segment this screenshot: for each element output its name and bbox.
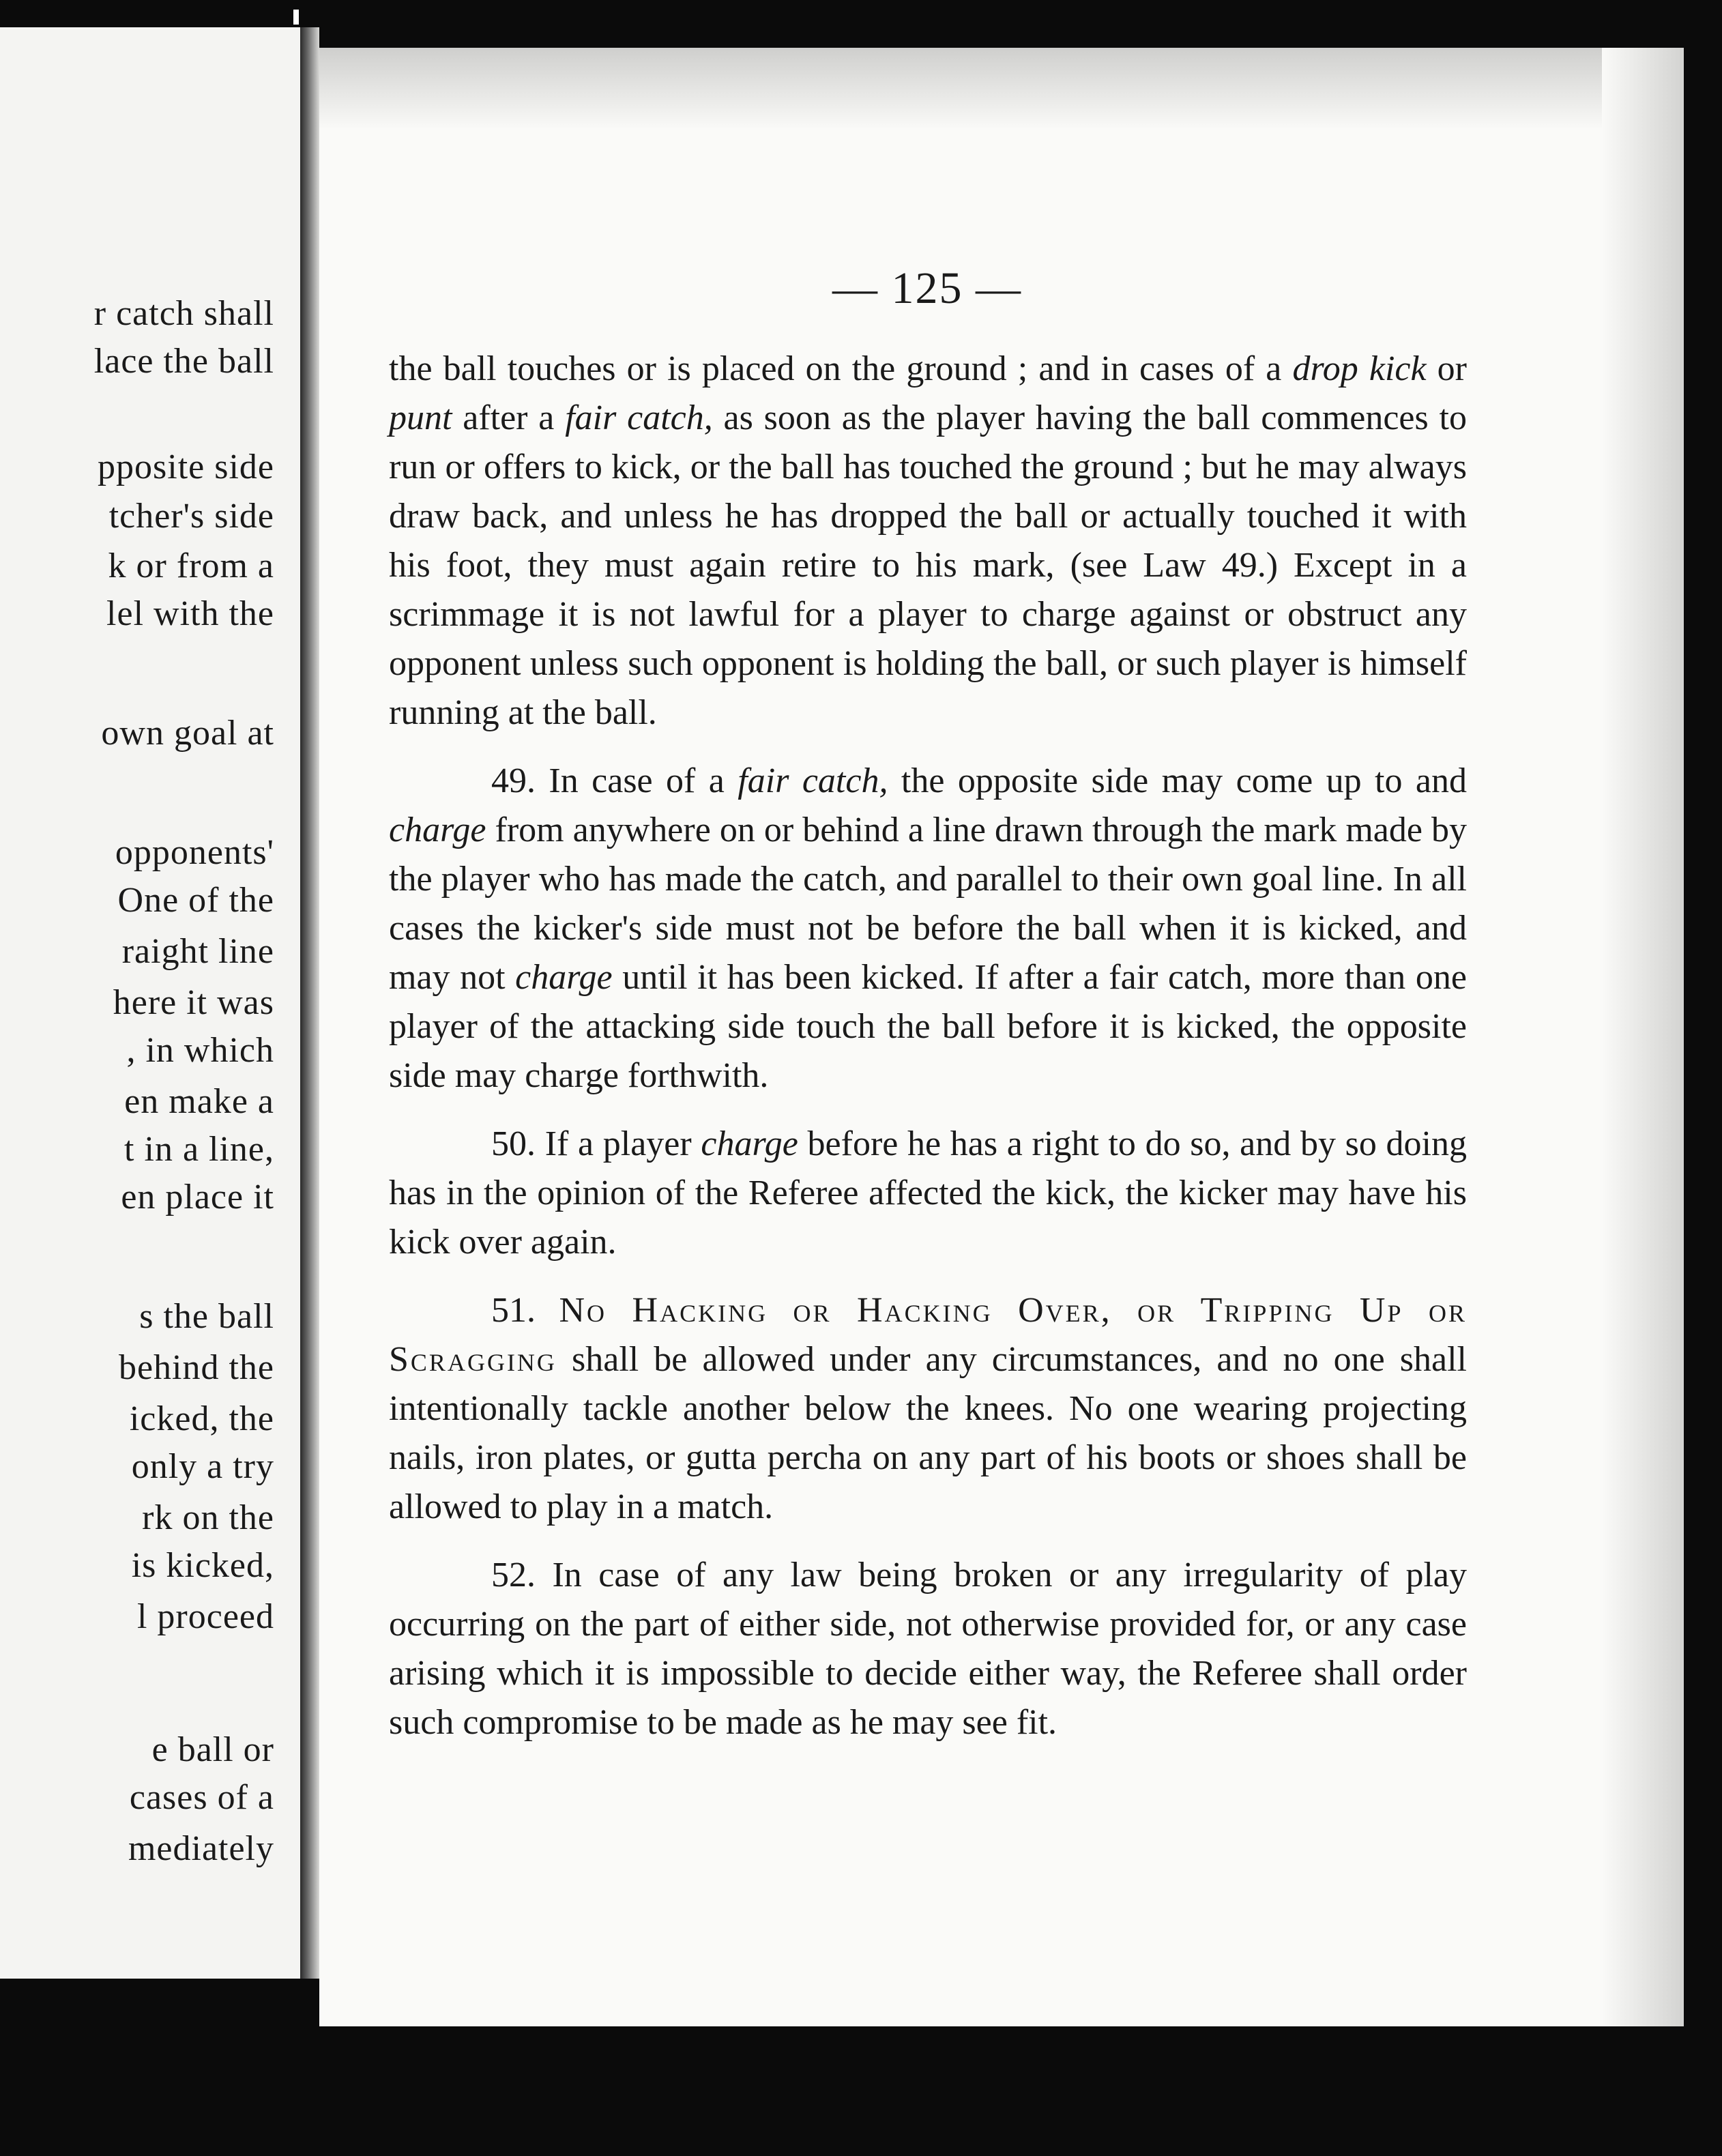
page-text [389, 345, 1467, 1766]
text-run: the opposite side may come up to and [888, 761, 1467, 800]
left-page-line: is kicked, [131, 1546, 274, 1585]
continuation-paragraph [389, 345, 1467, 738]
text-run: from anywhere on or behind a line drawn through the mark made by the player who has made the catch, and parallel to their own goal line. In all cases the kicker's side must not be before the ball when it is kicked, and may not [389, 811, 1467, 997]
text-run: or [1426, 349, 1467, 388]
italic-run: charge [701, 1124, 798, 1163]
italic-run: charge [389, 811, 486, 849]
left-page-line: here it was [113, 983, 274, 1022]
left-page-line: k or from a [108, 547, 274, 585]
law-50-paragraph [389, 1120, 1467, 1267]
law-52-paragraph [389, 1551, 1467, 1747]
left-page-line: own goal at [101, 714, 274, 753]
page-shadow-right [1602, 48, 1684, 2026]
left-page-line: lace the ball [93, 342, 274, 381]
left-page-line: icked, the [129, 1399, 274, 1438]
text-run: shall be allowed under any circumstances, and no one shall intentionally tackle another below the knees. No one wearing projecting nails, iron plates, or gutta percha on any part of his boots or shoes shall be allowed to play in a match. [389, 1340, 1467, 1526]
left-page-line: pposite side [98, 448, 274, 486]
left-page-line: en make a [124, 1082, 274, 1121]
left-facing-page [0, 27, 300, 1979]
text-run: as soon as the player having the ball commences to run or offers to kick, or the ball has touched the ground ; but he may always draw back, and unless he has dropped the ball or actually touched it with his foot, they must again retire to his mark, (see Law 49.) Except in a scrimmage it is not lawful for a player to charge against or obstruct any opponent unless such opponent is holding the ball, or such player is himself running at the ball. [389, 398, 1467, 732]
left-page-line: mediately [128, 1829, 274, 1868]
italic-run: fair catch, [565, 398, 713, 437]
law-number: 52. [491, 1556, 536, 1594]
scan-mark [293, 10, 299, 25]
text-run: In case of a [549, 761, 738, 800]
left-page-line: e ball or [151, 1730, 274, 1769]
left-page-line: r catch shall [93, 294, 274, 333]
italic-run: charge [515, 958, 613, 997]
book-gutter [300, 27, 319, 1979]
left-page-line: cases of a [129, 1778, 274, 1817]
left-page-line: t in a line, [124, 1130, 274, 1169]
italic-run: drop kick [1292, 349, 1427, 388]
left-page-line: only a try [131, 1447, 274, 1486]
page-number: — 125 — [832, 263, 1022, 313]
left-page-line: behind the [118, 1348, 274, 1387]
law-number: 50. [491, 1124, 536, 1163]
text-run: after a [452, 398, 566, 437]
italic-run: fair catch, [738, 761, 888, 800]
left-page-line: , in which [126, 1031, 274, 1070]
left-page-line: l proceed [136, 1597, 274, 1636]
italic-run: punt [389, 398, 452, 437]
law-number: 51. [491, 1291, 536, 1330]
text-run: If a player [544, 1124, 701, 1163]
text-run: until it has been kicked. If after a fair catch, more than one player of the attacking side touch the ball before it is kicked, the opposite side may charge forthwith. [389, 958, 1467, 1095]
left-page-line: opponents' [115, 833, 274, 872]
left-page-line: s the ball [139, 1297, 274, 1336]
law-51-paragraph [389, 1286, 1467, 1532]
left-page-line: raight line [121, 932, 274, 971]
law-49-paragraph [389, 757, 1467, 1101]
left-page-line: One of the [117, 881, 274, 920]
left-page-line: rk on the [142, 1498, 274, 1537]
left-page-line: tcher's side [108, 497, 274, 536]
text-run: In case of any law being broken or any irregularity of play occurring on the part of either side, not otherwise provided for, or any case arising which it is impossible to decide either way, the Referee shall order such compromise to be made as he may see fit. [389, 1556, 1468, 1742]
left-page-line: en place it [121, 1178, 274, 1217]
small-caps-run: No Hacking or Hacking Over, or Tripping Up or Scragging [389, 1291, 1467, 1379]
page-shadow-top [319, 48, 1684, 130]
text-run: the ball touches or is placed on the ground ; and in cases of a [389, 349, 1293, 388]
text-run: before he has a right to do so, and by so doing has in the opinion of the Referee affected the kick, the kicker may have his kick over again. [389, 1124, 1468, 1262]
law-number: 49. [491, 761, 536, 800]
left-page-line: lel with the [106, 594, 274, 633]
